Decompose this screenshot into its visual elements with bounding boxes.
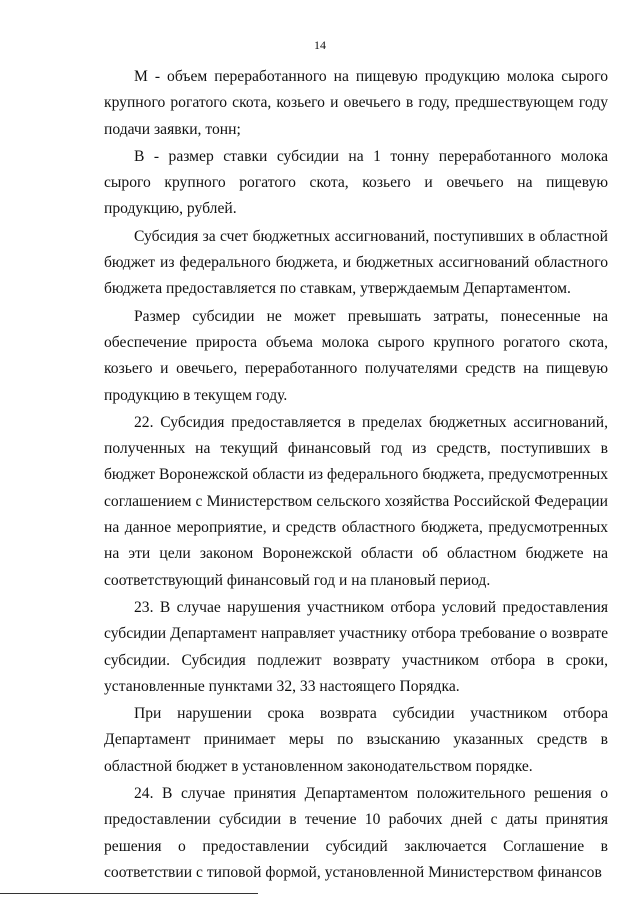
paragraph-clause-22: 22. Субсидия предоставляется в пределах бюджетных ассигнований, полученных на текущий финансовый год из средств, поступивших в бюджет Воронежской области из федерального бюджета, предусмотренных соглашением с Министерством сельского хозяйства Российской Федерации на данное мероприятие, и средств областного бюджета, предусмотренных на эти цели законом Воронежской области об областном бюджете на соответствующий финансовый год и на плановый период. (104, 413, 608, 589)
paragraph-b-definition: В - размер ставки субсидии на 1 тонну переработанного молока сырого крупного рогатого скота, козьего и овечьего на пищевую продукцию, рублей. (104, 147, 608, 218)
paragraph-return-violation: При нарушении срока возврата субсидии участником отбора Департамент принимает меры по взысканию указанных средств в областной бюджет в установленном законодательством порядке. (104, 705, 608, 775)
paragraph-m-definition: М - объем переработанного на пищевую продукцию молока сырого крупного рогатого скота, козьего и овечьего в году, предшествующем году подачи заявки, тонн; (104, 68, 608, 138)
paragraph-clause-24: 24. В случае принятия Департаментом положительного решения о предоставлении субсидии в течение 10 рабочих дней с даты принятия решения о предоставлении субсидий заключается Соглашение в соответствии с типовой формой, установленной Министерством финансов (104, 785, 608, 881)
footer-rule (0, 893, 258, 894)
paragraph-clause-23: 23. В случае нарушения участником отбора условий предоставления субсидии Департамент направляет участнику отбора требование о возврате субсидии. Субсидия подлежит возврату участником отбора в сроки, установленные пунктами 32, 33 настоящего Порядка. (104, 598, 608, 695)
page-number: 14 (314, 38, 326, 52)
paragraph-subsidy-rates: Субсидия за счет бюджетных ассигнований, поступивших в областной бюджет из федерального бюджета, и бюджетных ассигнований областного бюджета предоставляется по ставкам, утверждаемым Департаментом. (104, 227, 608, 298)
document-body (104, 64, 608, 887)
paragraph-subsidy-limit: Размер субсидии не может превышать затраты, понесенные на обеспечение прироста объема молока сырого крупного рогатого скота, козьего и овечьего, переработанного получателями средств на пищевую продукцию в текущем году. (104, 307, 608, 404)
